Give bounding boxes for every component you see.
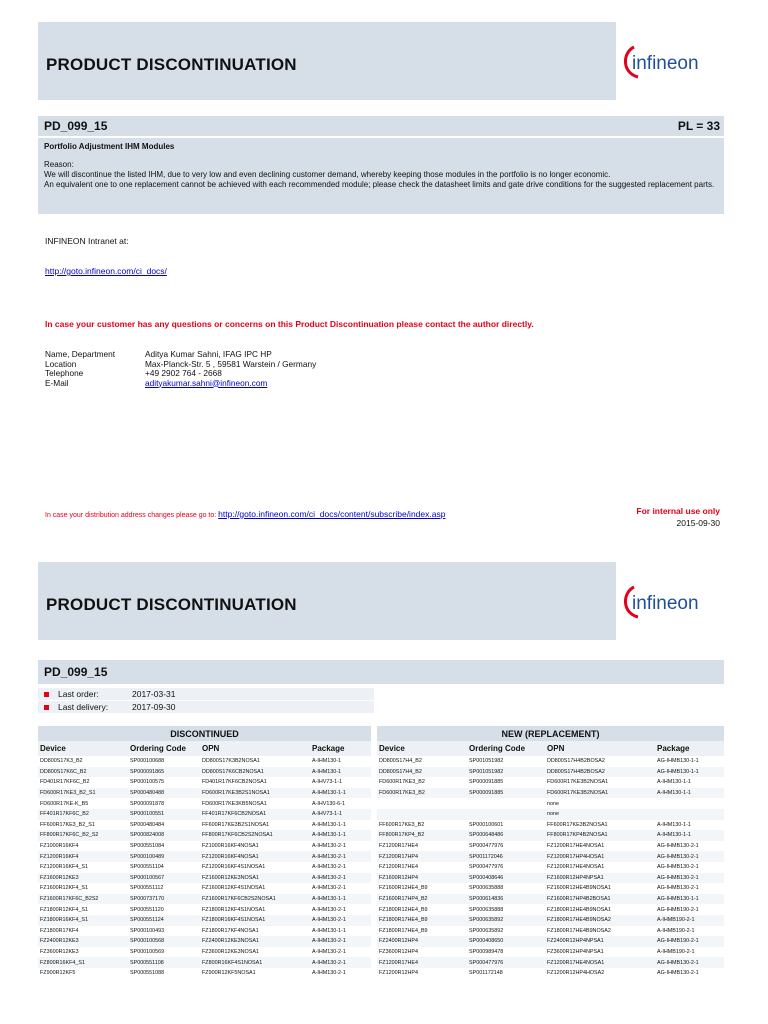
table-cell [655,798,724,809]
table-cell: A-IHMB190-2-1 [655,915,724,926]
reason-box [38,138,724,214]
page-title: PRODUCT DISCONTINUATION [46,55,297,74]
table-row [38,883,724,894]
table-cell: A-IHM130-2-1 [310,957,371,968]
reason-heading: Portfolio Adjustment IHM Modules [44,142,175,151]
intranet-link[interactable]: http://goto.infineon.com/ci_docs/ [45,266,167,276]
contact-email-key: E-Mail [45,377,69,388]
table-cell: DD800S17H4B2BOSA2 [547,758,605,765]
table-cell: AG-IHMB130-2-1 [657,864,699,871]
table-cell: SP000100688 [130,758,165,765]
table-cell: none [547,800,560,807]
table-cell: SP000091878 [130,800,165,807]
table-cell: FZ1200R17HE4 [377,957,467,968]
table-row [38,894,724,905]
table-cell: FF600R17KE3B2NOSA1 [547,821,608,828]
table-cell: FD600R17KE3B2NOSA1 [545,788,655,799]
table-cell: SP000614836 [467,894,545,905]
pl-number: PL = 33 [677,119,720,133]
table-cell: FZ1600R12KE3NOSA1 [200,873,310,884]
table-cell: A-IHM130-2-1 [312,843,346,850]
table-row [38,904,724,915]
table-cell: FZ1200R12HP4HOSA2 [547,970,605,977]
table-cell: FD401R17KF6CB2NOSA1 [202,779,267,786]
table-cell: FZ1600R12HE4B9NOSA1 [547,885,611,892]
reason-line-2: An equivalent one to one replacement cannot be achieved with each recommended module; please check the datasheet limits and gate drive conditions for the suggested replacement parts. [44,180,715,189]
table-cell: SP000635888 [469,885,504,892]
table-cell: SP001172148 [469,970,503,977]
table-cell: FZ1200R17HE4NOSA1 [547,864,605,871]
table-cell: FZ1600R12KE3 [38,873,128,884]
table-cell: FD600R17KE3B2S1NOSA1 [200,788,310,799]
table-cell: FZ1200R17HP4HOSA1 [545,851,655,862]
last-delivery-key: Last delivery: [58,702,109,712]
table-cell: SP001051982 [467,767,545,778]
table-cell: AG-IHMB130-2-1 [657,970,699,977]
table-cell: A-IHM130-2-1 [312,885,346,892]
table-cell: FF800R17KF6C_B2_S2 [38,830,128,841]
table-cell: AG-IHMB130-2-1 [657,843,699,850]
page-2 [0,540,768,1024]
table-row [38,873,724,884]
svg-text:infineon: infineon [632,53,699,74]
table-cell: A-IHM130-1-1 [310,788,371,799]
table-cell: SP000100493 [130,927,165,934]
last-order-value: 2017-03-31 [132,689,176,699]
table-cell: FZ1200R16KF4 [38,851,128,862]
table-cell [467,809,545,820]
table-cell: A-IHM130-2-1 [312,906,346,913]
table-cell: DD800S17K3B2NOSA1 [202,758,260,765]
table-cell: A-IHM130-1-1 [312,821,346,828]
table-cell: FZ1800R17KF4NOSA1 [202,927,259,934]
table-cell: SP000091865 [128,767,200,778]
table-row [38,788,724,799]
table-cell: FF401R17KF6C_B2 [38,809,128,820]
contact-location-key: Location [45,358,77,369]
table-cell: FF800R17KP4B2NOSA1 [545,830,655,841]
table-cell: DD800S17H4B2BOSA2 [545,767,655,778]
column-header: Package [310,741,371,756]
table-cell: A-IHM130-1-1 [657,821,691,828]
table-cell: FZ1800R17HE4B9NOSA2 [547,927,611,934]
table-cell: FZ1200R17HE4NOSA1 [545,957,655,968]
table-cell: SP000480488 [128,788,200,799]
table-cell: A-IHM130-2-1 [310,873,371,884]
table-cell: DD800S17K6CB2NOSA1 [200,767,310,778]
table-cell: SP001051982 [469,758,504,765]
table-cell: AG-IHMB130-1-1 [655,894,724,905]
table-row [38,968,724,979]
table-cell: A-IHM130-2-1 [310,936,371,947]
table-cell: A-IHM130-1-1 [655,830,724,841]
infineon-logo-icon [620,39,720,83]
table-row [38,820,724,831]
table-cell: A-IHM130-1-1 [655,788,724,799]
table-cell: FZ1800R17KF4 [40,927,79,934]
table-cell: A-IHV73-1-1 [312,779,342,786]
table-cell: A-IHM130-2-1 [312,864,346,871]
table-cell: AG-IHMB190-2-1 [655,936,724,947]
table-row [38,862,724,873]
table-cell: FZ1600R12HE4_B9 [379,885,428,892]
warning-text: In case your customer has any questions or concerns on this Product Discontinuation please contact the author directly. [45,319,534,329]
table-cell: DD800S17K6C_B2 [38,767,128,778]
table-cell: FF401R17KF6CB2NOSA1 [200,809,310,820]
table-cell: SP000648486 [467,830,545,841]
table-cell: SP000551088 [130,970,165,977]
table-row [38,926,724,937]
table-cell: FD600R17KE3B2NOSA1 [547,779,609,786]
table-cell: FZ1000R16KF4 [40,843,79,850]
contact-location-value: Max-Planck-Str. 5 , 59581 Warstein / Germany [145,358,317,369]
last-delivery-value: 2017-09-30 [132,702,176,712]
table-cell: SP000100567 [128,873,200,884]
table-cell: FZ900R12KF5 [40,970,76,977]
contact-telephone-key: Telephone [45,368,84,378]
table-cell: AG-IHMB190-2-1 [657,906,699,913]
table-cell: FZ1600R17HP4_B2 [377,894,467,905]
table-cell: A-IHV73-1-1 [310,809,371,820]
table-cell: A-IHMB190-2-1 [657,927,695,934]
group-discontinued: DISCONTINUED [38,726,371,741]
table-row [38,915,724,926]
table-cell: A-IHV130-6-1 [312,800,345,807]
column-header: OPN [545,741,655,756]
table-cell: FZ3600R12KE3 [40,948,79,955]
infineon-logo-icon [620,579,720,623]
table-cell: FZ1200R17HE4 [379,843,418,850]
table-cell: FZ1600R12HP4 [377,873,467,884]
table-cell: none [545,809,655,820]
table-cell: SP000551108 [128,957,200,968]
table-cell: FD600R17KE3KB5NOSA1 [202,800,267,807]
table-cell: FZ2400R12KE3 [38,936,128,947]
table-cell: SP000100489 [128,851,200,862]
table-cell: A-IHM130-2-1 [310,851,371,862]
table-cell: SP000100551 [128,809,200,820]
table-cell: FF600R17KE3B2S1NOSA1 [202,821,270,828]
table-cell: SP000551124 [128,915,200,926]
table-cell: SP000480484 [130,821,165,828]
table-cell: SP000551112 [130,885,164,892]
table-cell: FZ900R12KF5NOSA1 [202,970,256,977]
table-cell: AG-IHMB130-2-1 [655,873,724,884]
table-cell: FD600R17KE3_B2_S1 [38,788,128,799]
footer-prefix: In case your distribution address changes please go to: [45,512,217,519]
table-cell: SP000100575 [130,779,165,786]
table-cell: FZ1200R16KF4S1NOSA1 [202,864,266,871]
svg-text:infineon: infineon [632,593,699,614]
pd-number: PD_099_15 [44,119,108,133]
table-cell: FZ1600R12KF4_S1 [40,885,88,892]
table-cell: FZ1200R16KF4NOSA1 [200,851,310,862]
table-cell: FZ1200R17HE4 [379,864,418,871]
pd-bar [38,660,724,684]
table-cell: FZ1200R17HP4 [377,851,467,862]
table-row [38,830,724,841]
table-cell: FZ1200R12HP4 [379,970,418,977]
table-cell: FZ1800R12HE4B9NOSA1 [547,906,611,913]
page-1-header [38,22,724,100]
table-cell: FZ1800R16KF4_S1 [38,915,128,926]
table-cell: AG-IHMB130-1-1 [655,767,724,778]
table-cell: FZ3600R12KE3NOSA1 [202,948,259,955]
table-row [38,947,724,958]
table-cell: AG-IHMB130-2-1 [655,851,724,862]
table-cell: SP000635892 [469,927,504,934]
table-row [38,767,724,778]
table-cell [655,809,724,820]
table-row [38,957,724,968]
table-cell: FZ1800R17HE4B9NOSA2 [545,915,655,926]
table-cell: FZ800R16KF4S1NOSA1 [200,957,310,968]
table-cell: FZ1600R17HP4B2BOSA1 [545,894,655,905]
table-cell: A-IHM130-2-1 [312,948,346,955]
table-cell: SP000091885 [467,788,545,799]
column-header: Package [655,741,724,756]
reason-line-1: We will discontinue the listed IHM, due to very low and even declining customer demand, whereby keeping those modules in the portfolio is no longer economic. [44,170,611,179]
table-cell: FD401R17KF6C_B2 [40,779,90,786]
table-cell: A-IHM130-1-1 [310,894,371,905]
discontinuation-table [38,726,724,978]
table-cell: SP000477976 [469,864,504,871]
table-cell: SP000477976 [469,843,504,850]
table-cell: AG-IHMB130-2-1 [655,957,724,968]
table-row [38,756,724,767]
table-cell: FF600R17KE3_B2_S1 [40,821,95,828]
table-cell: FD600R17KE3_B2 [379,779,425,786]
table-cell: A-IHMB190-2-1 [657,948,695,955]
table-cell: FZ1800R17HE4_B9 [379,927,428,934]
table-cell: FZ1000R16KF4NOSA1 [202,843,259,850]
table-cell: FF600R17KE3_B2 [379,821,425,828]
column-header: Ordering Code [467,741,545,756]
table-cell: SP000551120 [130,906,164,913]
table-cell: FZ2400R12HP4 [377,936,467,947]
subscribe-link[interactable]: http://goto.infineon.com/ci_docs/content/subscribe/index.asp [218,509,446,519]
column-header: Device [38,741,128,756]
table-cell: FZ3600R12HP4NPSA1 [547,948,604,955]
table-cell: FZ3600R12HP4 [379,948,418,955]
table-cell: DD800S17K3_B2 [40,758,83,765]
page-title: PRODUCT DISCONTINUATION [46,595,297,614]
table-cell: FZ800R16KF4_S1 [38,957,128,968]
table-cell: SP000091885 [469,779,504,786]
contact-block [45,350,316,388]
table-cell: SP000551084 [130,843,165,850]
table-row [38,777,724,788]
table-cell: A-IHM130-1-1 [657,779,691,786]
reason-label: Reason: [44,160,74,169]
table-cell: FZ1600R12HP4NPSA1 [545,873,655,884]
table-cell: FD600R17KE3_B2 [377,788,467,799]
table-cell: FZ2400R12HP4NPSA1 [545,936,655,947]
table-cell: SP000551104 [130,864,164,871]
document-date: 2015-09-30 [676,518,720,528]
table-cell: A-IHM130-1-1 [312,927,346,934]
table-cell: SP000408646 [467,873,545,884]
table-cell: FZ1600R17KF6C_B2S2 [38,894,128,905]
footer-line [45,509,445,519]
table-cell: FZ1800R12KF4_S1 [40,906,88,913]
table-cell: A-IHM130-1 [310,767,371,778]
table-cell: SP000989478 [469,948,504,955]
table-cell: FZ1800R12HE4_B9 [379,906,428,913]
column-header: Ordering Code [128,741,200,756]
bullet-icon [44,705,49,710]
table-cell: A-IHM130-1 [312,758,342,765]
table-cell: FZ1600R12KF4S1NOSA1 [202,885,266,892]
pd-number: PD_099_15 [44,665,108,679]
table-row [38,798,724,809]
table-cell: FZ1200R16KF4_S1 [40,864,88,871]
column-header: Device [377,741,467,756]
table-cell [377,809,467,820]
table-cell: FZ1800R16KF4S1NOSA1 [200,915,310,926]
table-cell: FF800R17KP4_B2 [377,830,467,841]
page-2-header [38,562,724,640]
dates-block [38,688,374,714]
table-cell: AG-IHMB130-2-1 [657,885,699,892]
table-cell: FF800R17KF6CB2S2NOSA1 [200,830,310,841]
table-cell: A-IHM130-2-1 [312,970,346,977]
table-cell: SP000635888 [469,906,504,913]
table-row [38,936,724,947]
table-row [38,841,724,852]
bullet-icon [44,692,49,697]
table-cell: SP000100601 [469,821,504,828]
table-row [38,851,724,862]
table-cell: AG-IHMB130-1-1 [657,758,699,765]
infineon-logo [616,22,724,100]
table-cell: A-IHM130-2-1 [310,915,371,926]
table-cell: FZ1200R17HE4NOSA1 [547,843,605,850]
table-cell: SP000477976 [467,957,545,968]
table-cell [467,798,545,809]
table-cell: FZ1800R12KF4S1NOSA1 [202,906,266,913]
table-cell: SP000100569 [130,948,165,955]
intranet-label: INFINEON Intranet at: [45,236,129,246]
table-cell: FZ2400R12KE3NOSA1 [200,936,310,947]
table-cell: SP000824008 [128,830,200,841]
table-cell: DD800S17H4_B2 [377,767,467,778]
contact-telephone-value: +49 2902 764 - 2668 [145,368,222,378]
table-cell: DD800S17H4_B2 [379,758,422,765]
group-new-replacement: NEW (REPLACEMENT) [377,726,724,741]
column-header: OPN [200,741,310,756]
contact-name-value: Aditya Kumar Sahni, IFAG IPC HP [145,349,272,359]
table-cell: SP000100568 [128,936,200,947]
table-row [38,809,724,820]
pd-bar [38,116,724,136]
table-cell: SP000737170 [128,894,200,905]
internal-use-label: For internal use only [636,506,720,516]
contact-name-key: Name, Department [45,349,116,359]
table-cell: FZ1600R17KF6CB2S2NOSA1 [200,894,310,905]
table-cell: A-IHM130-1-1 [310,830,371,841]
table-cell: SP000408650 [467,936,545,947]
table-cell: FZ1800R17HE4_B9 [377,915,467,926]
table-cell [377,798,467,809]
infineon-logo [616,562,724,640]
contact-email-link[interactable]: adityakumar.sahni@infineon.com [145,377,268,388]
table-cell: SP001172046 [467,851,545,862]
table-cell: SP000635892 [467,915,545,926]
table-cell: FD600R17KE-K_B5 [40,800,89,807]
last-order-key: Last order: [58,689,99,699]
